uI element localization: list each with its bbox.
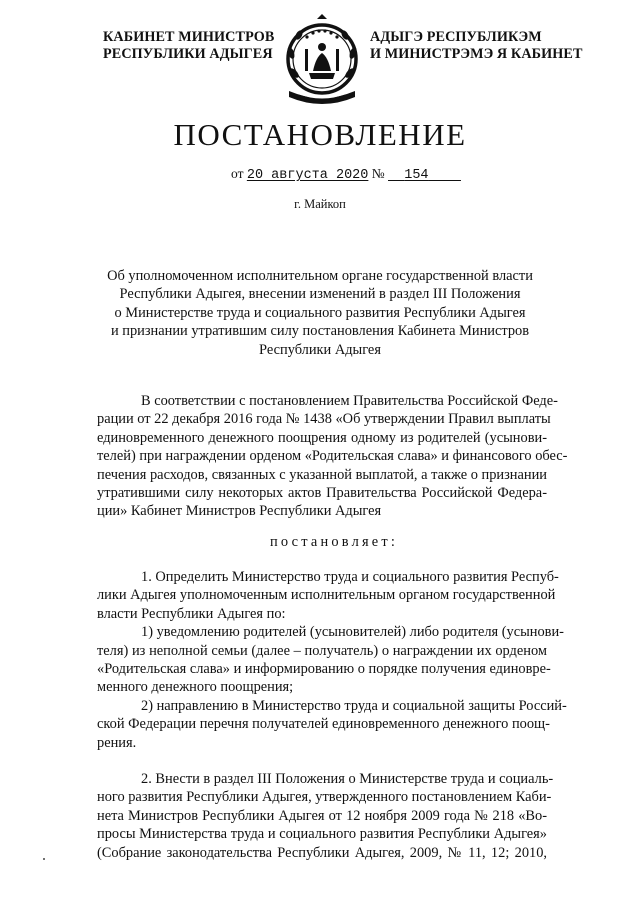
date-value: 20 августа 2020 [246,168,369,183]
preamble [97,392,568,521]
item1-line: рения. [97,734,137,751]
city: г. Майкоп [294,197,346,211]
item1-line: «Родительская слава» и информированию о порядке получения единовре- [97,660,551,677]
number-sign: № [371,166,385,181]
header-left-line-2: РЕСПУБЛИКИ АДЫГЕЯ [103,46,273,62]
item1-line: ской Федерации перечня получателей единовременного денежного поощ- [97,716,550,733]
item-1 [97,568,567,752]
header-left-line-1: КАБИНЕТ МИНИСТРОВ [103,29,275,45]
subject-line: Республики Адыгея, внесении изменений в раздел III Положения [119,286,521,303]
header-right [370,29,583,63]
header-right-line-2: И МИНИСТРЭМЭ Я КАБИНЕТ [370,46,583,62]
item1-line: 1. Определить Министерство труда и социального развития Респуб- [141,569,559,585]
header-right-line-1: АДЫГЭ РЕСПУБЛИКЭМ [370,29,542,45]
subject-line: и признании утратившим силу постановления Кабинета Министров [110,323,530,340]
preamble-line: печения расходов, связанных с указанной выплатой, а также о признании [97,466,547,483]
item2-line: просы Министерства труда и социального развития Республики Адыгея» [97,826,547,843]
item1-line: теля) из неполной семьи (далее – получатель) о награждении их орденом [97,642,547,659]
decree-word: постановляет: [270,534,399,550]
preamble-line: рации от 22 декабря 2016 года № 1438 «Об утверждении Правил выплаты [97,411,551,428]
header-left [103,29,274,63]
item2-line: (Собрание законодательства Республики Адыгея, 2009, № 11, 12; 2010, [97,844,547,861]
item-2 [97,770,554,862]
document-subject [95,267,545,359]
document-title: ПОСТАНОВЛЕНИЕ [173,117,467,152]
dateline [231,166,461,183]
subject-line: Республики Адыгея [259,341,381,358]
preamble-line: телей) при награждении орденом «Родительская слава» и финансового обес- [97,448,568,465]
item1-line: 1) уведомлению родителей (усыновителей) либо родителя (усынови- [141,624,564,641]
preamble-line: единовременного денежного поощрения одному из родителей (усынови- [97,429,547,446]
item1-line: лики Адыгея уполномоченным исполнительным органом государственной [97,587,556,604]
preamble-line: ции» Кабинет Министров Республики Адыгея [97,503,382,520]
item1-line: 2) направлению в Министерство труда и социальной защиты Россий- [141,697,567,714]
document-number-value: 154 [404,168,429,183]
item2-line: 2. Внести в раздел III Положения о Министерстве труда и социаль- [141,771,554,787]
subject-line: Об уполномоченном исполнительном органе государственной власти [107,268,533,284]
coat-of-arms-icon [283,13,361,109]
item2-line: ного развития Республики Адыгея, утвержденного постановлением Каби- [97,789,552,806]
preamble-line: В соответствии с постановлением Правительства Российской Феде- [141,393,558,409]
item2-line: нета Министров Республики Адыгея от 12 ноября 2009 года № 218 «Во- [97,807,547,824]
date-prefix: от [231,166,244,181]
document-number [388,168,461,183]
scan-speck [43,858,45,860]
item1-line: власти Республики Адыгея по: [97,605,286,622]
subject-line: о Министерстве труда и социального развития Республики Адыгея [114,304,526,321]
preamble-line: утратившими силу некоторых актов Правительства Российской Федера- [97,484,547,501]
item1-line: менного денежного поощрения; [97,679,294,696]
